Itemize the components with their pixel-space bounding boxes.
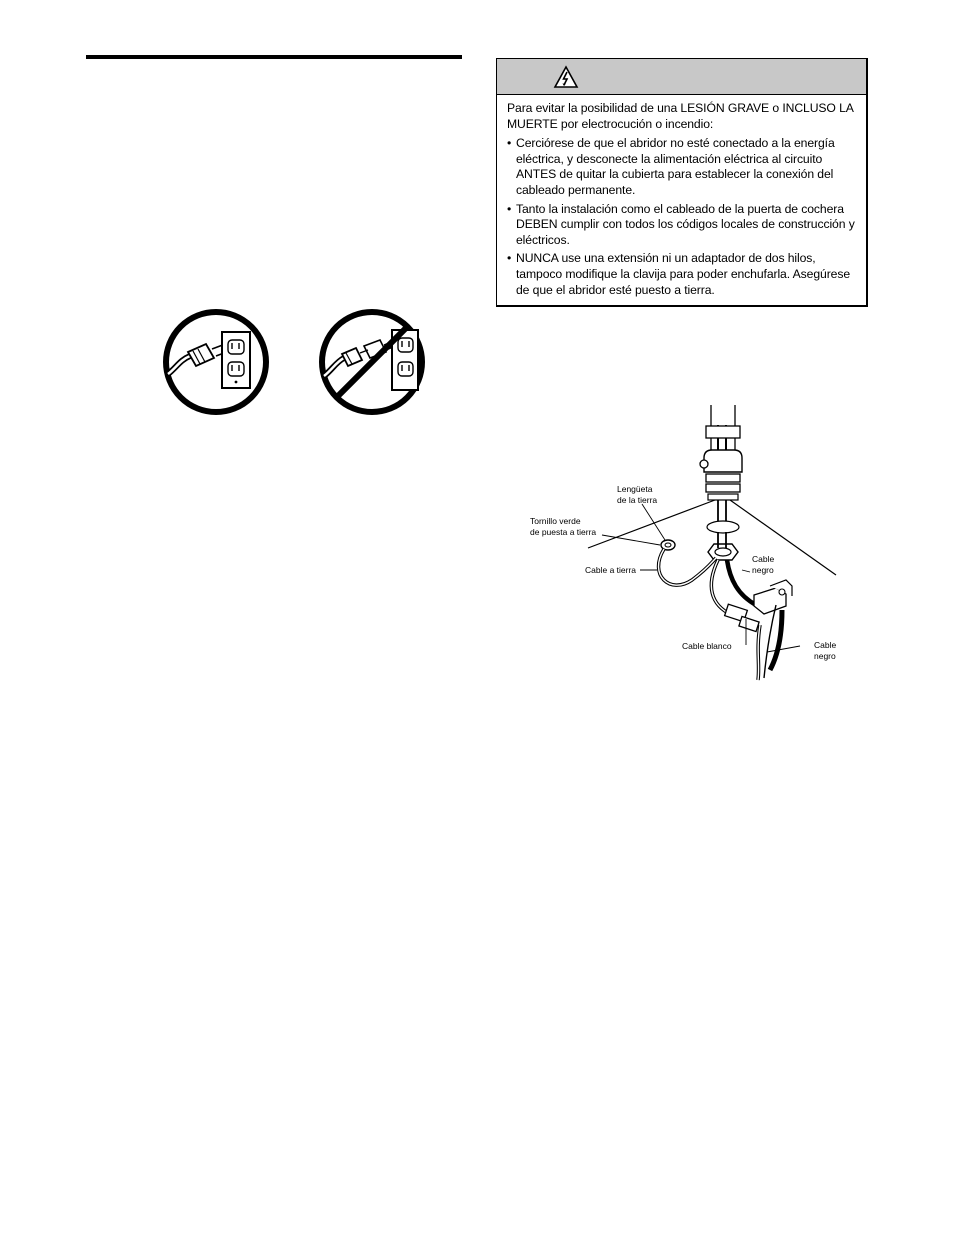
grounded-plug-outlet-icon	[162, 308, 270, 416]
warning-body	[497, 95, 866, 298]
warning-list	[507, 136, 856, 298]
callout-line: Tornillo verde	[530, 516, 581, 526]
warning-item: • Cerciórese de que el abridor no esté conectado a la energía eléctrica, y desconecte la alimentación eléctrica al circuito ANTES de quitar la cubierta para establecer la conexión del cableado permanente.	[507, 136, 856, 198]
callout-ground-wire	[585, 565, 636, 576]
electric-shock-warning-icon	[553, 65, 579, 89]
callout-black-wire-bottom	[814, 640, 836, 662]
callout-line: negro	[752, 565, 774, 575]
callout-ground-tab	[617, 484, 657, 506]
callout-line: Cable	[814, 640, 837, 650]
callout-line: Cable	[752, 554, 775, 564]
warning-intro: Para evitar la posibilidad de una LESIÓN GRAVE o INCLUSO LA MUERTE por electrocución o incendio:	[507, 101, 854, 131]
warning-box	[496, 58, 868, 307]
callout-line: Lengüeta	[617, 484, 653, 494]
callout-white-wire	[682, 641, 732, 652]
warning-item: • Tanto la instalación como el cableado de la puerta de cochera DEBEN cumplir con todos los códigos locales de construcción y eléctricos.	[507, 202, 856, 249]
prohibited-adapter-plug-icon	[318, 308, 426, 416]
warning-item: • NUNCA use una extensión ni un adaptador de dos hilos, tampoco modifique la clavija para poder enchufarla. Asegúrese de que el abridor esté puesto a tierra.	[507, 251, 856, 298]
callout-line: de puesta a tierra	[530, 527, 597, 537]
wiring-diagram	[520, 400, 850, 685]
callout-line: Cable a tierra	[585, 565, 637, 575]
callout-line: Cable blanco	[682, 641, 732, 651]
callout-line: negro	[814, 651, 836, 661]
callout-green-screw	[530, 516, 596, 538]
section-top-rule	[86, 55, 462, 59]
warning-header	[497, 59, 866, 95]
callout-line: de la tierra	[617, 495, 658, 505]
callout-black-wire-top	[752, 554, 774, 576]
